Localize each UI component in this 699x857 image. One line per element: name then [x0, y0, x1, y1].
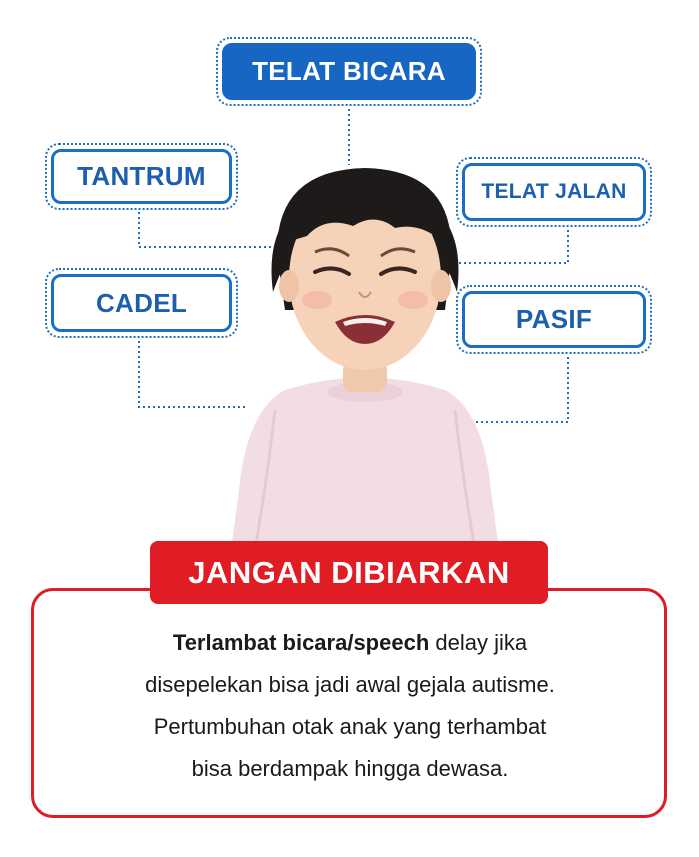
warning-line-2: disepelekan bisa jadi awal gejala autisme. [145, 672, 555, 697]
label-pasif [456, 285, 652, 354]
warning-line-1-bold: Terlambat bicara/speech [172, 630, 430, 655]
warning-text [60, 622, 640, 790]
label-telat-jalan [456, 157, 652, 227]
label-tantrum-text: TANTRUM [51, 149, 232, 204]
warning-line-3: Pertumbuhan otak anak yang terhambat [153, 714, 547, 739]
warning-line-4: bisa berdampak hingga dewasa. [191, 756, 509, 781]
label-tantrum [45, 143, 238, 210]
label-cadel-text: CADEL [51, 274, 232, 332]
warning-line-1-rest: delay jika [429, 630, 528, 655]
warning-line-1 [60, 622, 640, 664]
label-cadel [45, 268, 238, 338]
label-telat-bicara [216, 37, 482, 106]
label-pasif-text: PASIF [462, 291, 646, 348]
warning-banner: JANGAN DIBIARKAN [150, 541, 548, 604]
label-telat-jalan-text: TELAT JALAN [462, 163, 646, 221]
label-telat-bicara-text: TELAT BICARA [222, 43, 476, 100]
